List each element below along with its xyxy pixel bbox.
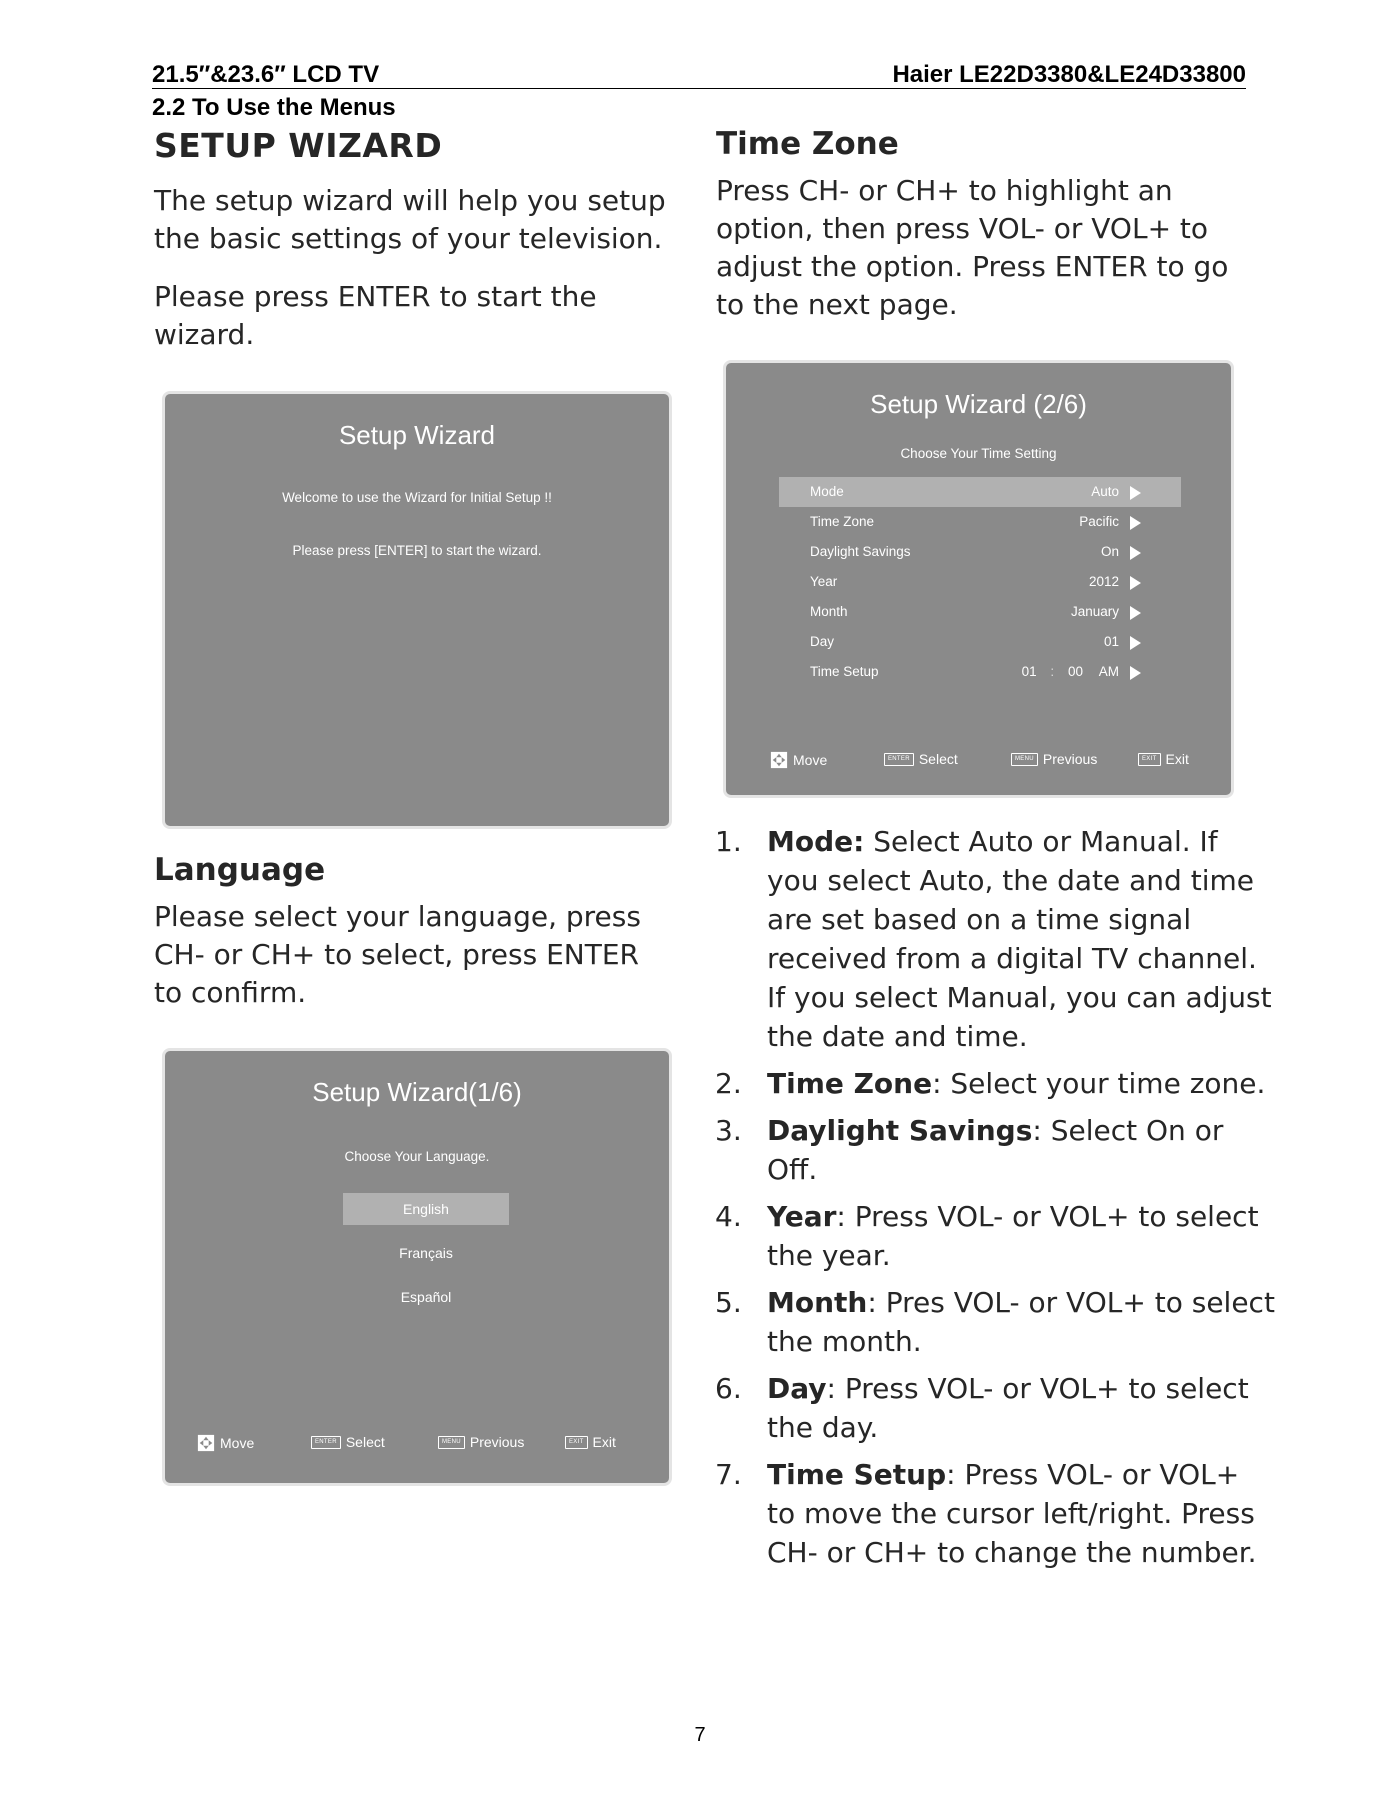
section-title: 2.2 To Use the Menus <box>152 94 396 121</box>
setting-row-year[interactable] <box>779 567 1181 597</box>
right-arrow-icon <box>1130 516 1141 530</box>
step-term: Year <box>767 1200 837 1233</box>
screen-title: Setup Wizard <box>338 420 496 450</box>
footer-move-label: Move <box>793 752 828 768</box>
setting-row-time-setup[interactable] <box>779 657 1181 687</box>
time-value <box>1022 657 1119 687</box>
language-option-english[interactable]: English <box>343 1193 509 1225</box>
footer-select <box>311 1434 385 1450</box>
right-arrow-icon <box>1130 486 1141 500</box>
step-item <box>715 1197 1275 1275</box>
doc-header-product: Haier LE22D3380&LE24D33800 <box>892 61 1246 88</box>
setting-label: Time Zone <box>810 514 875 529</box>
time-minute[interactable]: 00 <box>1067 664 1083 679</box>
setup-wizard-para2: Please press ENTER to start the wizard. <box>154 280 597 351</box>
language-screen <box>165 1051 669 1483</box>
language-heading: Language <box>154 852 326 888</box>
setting-value: January <box>1070 604 1119 619</box>
step-term: Day <box>767 1372 827 1405</box>
right-arrow-icon <box>1130 636 1141 650</box>
footer-select-label: Select <box>918 751 958 767</box>
footer-select <box>884 751 958 767</box>
step-text: : Press VOL- or VOL+ to select the day. <box>767 1372 1249 1444</box>
setting-value: Pacific <box>1079 514 1119 529</box>
setting-value: 2012 <box>1088 574 1119 589</box>
screen-instruction-text: Please press [ENTER] to start the wizard. <box>292 543 542 558</box>
screen-welcome-text: Welcome to use the Wizard for Initial Setup !! <box>282 490 552 505</box>
step-text: Select Auto or Manual. If you select Auto, the date and time are set based on a time signal received from a digital TV channel. If you select Manual, you can adjust the date and time. <box>767 825 1272 1053</box>
menu-key-icon: MENU <box>438 1436 465 1449</box>
step-number: 7. <box>715 1458 742 1491</box>
footer-previous-label: Previous <box>469 1434 525 1450</box>
doc-header-model: 21.5″&23.6″ LCD TV <box>152 61 380 88</box>
step-number: 5. <box>715 1286 742 1319</box>
footer-move-label: Move <box>220 1435 255 1451</box>
step-number: 1. <box>715 825 742 858</box>
footer-previous <box>1011 751 1097 767</box>
right-arrow-icon <box>1130 606 1141 620</box>
screen-footer <box>165 1434 669 1460</box>
language-para: Please select your language, press CH- or CH+ to select, press ENTER to confirm. <box>154 900 641 1009</box>
step-text: : Pres VOL- or VOL+ to select the month. <box>767 1286 1275 1358</box>
time-setting-screen <box>726 363 1231 795</box>
language-option-francais[interactable]: Français <box>399 1245 453 1261</box>
setting-row-mode[interactable] <box>779 477 1181 507</box>
footer-move <box>770 751 827 769</box>
right-arrow-icon <box>1130 546 1141 560</box>
time-ampm[interactable]: AM <box>1098 664 1119 679</box>
step-item <box>715 1064 1275 1103</box>
setting-label: Year <box>810 574 838 589</box>
step-term: Time Setup <box>767 1458 947 1491</box>
step-number: 3. <box>715 1114 742 1147</box>
step-item <box>715 822 1275 1056</box>
step-number: 6. <box>715 1372 742 1405</box>
footer-previous <box>438 1434 524 1450</box>
dpad-icon <box>197 1434 215 1452</box>
footer-exit-label: Exit <box>592 1434 616 1450</box>
right-arrow-icon <box>1130 576 1141 590</box>
setting-label: Month <box>810 604 848 619</box>
screen-subtitle: Choose Your Language. <box>344 1149 490 1164</box>
step-number: 2. <box>715 1067 742 1100</box>
step-item <box>715 1283 1275 1361</box>
step-item <box>715 1455 1275 1572</box>
screen-footer <box>726 751 1231 777</box>
setting-label: Mode <box>810 484 844 499</box>
screen-title: Setup Wizard (2/6) <box>870 389 1087 419</box>
exit-key-icon: EXIT <box>565 1436 588 1449</box>
language-text <box>154 898 674 1032</box>
step-term: Time Zone <box>767 1067 933 1100</box>
time-zone-text <box>716 172 1256 344</box>
dpad-icon <box>770 751 788 769</box>
time-setting-steps <box>715 822 1275 1580</box>
enter-key-icon: ENTER <box>311 1436 341 1449</box>
time-zone-para: Press CH- or CH+ to highlight an option, then press VOL- or VOL+ to adjust the option. Press ENTER to go to the next page. <box>716 174 1229 321</box>
setting-row-daylight-savings[interactable] <box>779 537 1181 567</box>
setting-row-day[interactable] <box>779 627 1181 657</box>
footer-exit <box>1138 751 1189 767</box>
step-term: Daylight Savings <box>767 1114 1033 1147</box>
setting-row-time-zone[interactable] <box>779 507 1181 537</box>
screen-title: Setup Wizard(1/6) <box>312 1077 522 1107</box>
setup-wizard-screen <box>165 394 669 826</box>
exit-key-icon: EXIT <box>1138 753 1161 766</box>
footer-exit-label: Exit <box>1165 751 1189 767</box>
menu-key-icon: MENU <box>1011 753 1038 766</box>
enter-key-icon: ENTER <box>884 753 914 766</box>
footer-previous-label: Previous <box>1042 751 1098 767</box>
step-item <box>715 1369 1275 1447</box>
setting-label: Time Setup <box>810 664 879 679</box>
right-arrow-icon <box>1130 666 1141 680</box>
setting-value: On <box>1100 544 1119 559</box>
step-term: Month <box>767 1286 868 1319</box>
setting-value: 01 <box>1103 634 1119 649</box>
setting-label: Daylight Savings <box>810 544 911 559</box>
step-item <box>715 1111 1275 1189</box>
header-rule <box>152 88 1246 89</box>
language-option-espanol[interactable]: Español <box>400 1289 452 1305</box>
time-separator: : <box>1050 664 1055 679</box>
setting-value: Auto <box>1091 484 1119 499</box>
page-number: 7 <box>694 1724 706 1746</box>
setting-label: Day <box>810 634 835 649</box>
step-term: Mode: <box>767 825 865 858</box>
setup-wizard-para1: The setup wizard will help you setup the basic settings of your television. <box>154 184 666 255</box>
time-zone-heading: Time Zone <box>716 126 899 162</box>
footer-select-label: Select <box>345 1434 385 1450</box>
footer-exit <box>565 1434 616 1450</box>
setup-wizard-heading: SETUP WIZARD <box>154 126 443 165</box>
footer-move <box>197 1434 254 1452</box>
step-text: : Select On or Off. <box>767 1114 1224 1186</box>
screen-subtitle: Choose Your Time Setting <box>900 446 1057 461</box>
step-number: 4. <box>715 1200 742 1233</box>
step-text: : Select your time zone. <box>932 1067 1266 1100</box>
setup-wizard-text <box>154 182 674 374</box>
step-text: : Press VOL- or VOL+ to select the year. <box>767 1200 1259 1272</box>
setting-row-month[interactable] <box>779 597 1181 627</box>
time-hour[interactable]: 01 <box>1021 664 1037 679</box>
step-text: : Press VOL- or VOL+ to move the cursor left/right. Press CH- or CH+ to change the number. <box>767 1458 1257 1569</box>
